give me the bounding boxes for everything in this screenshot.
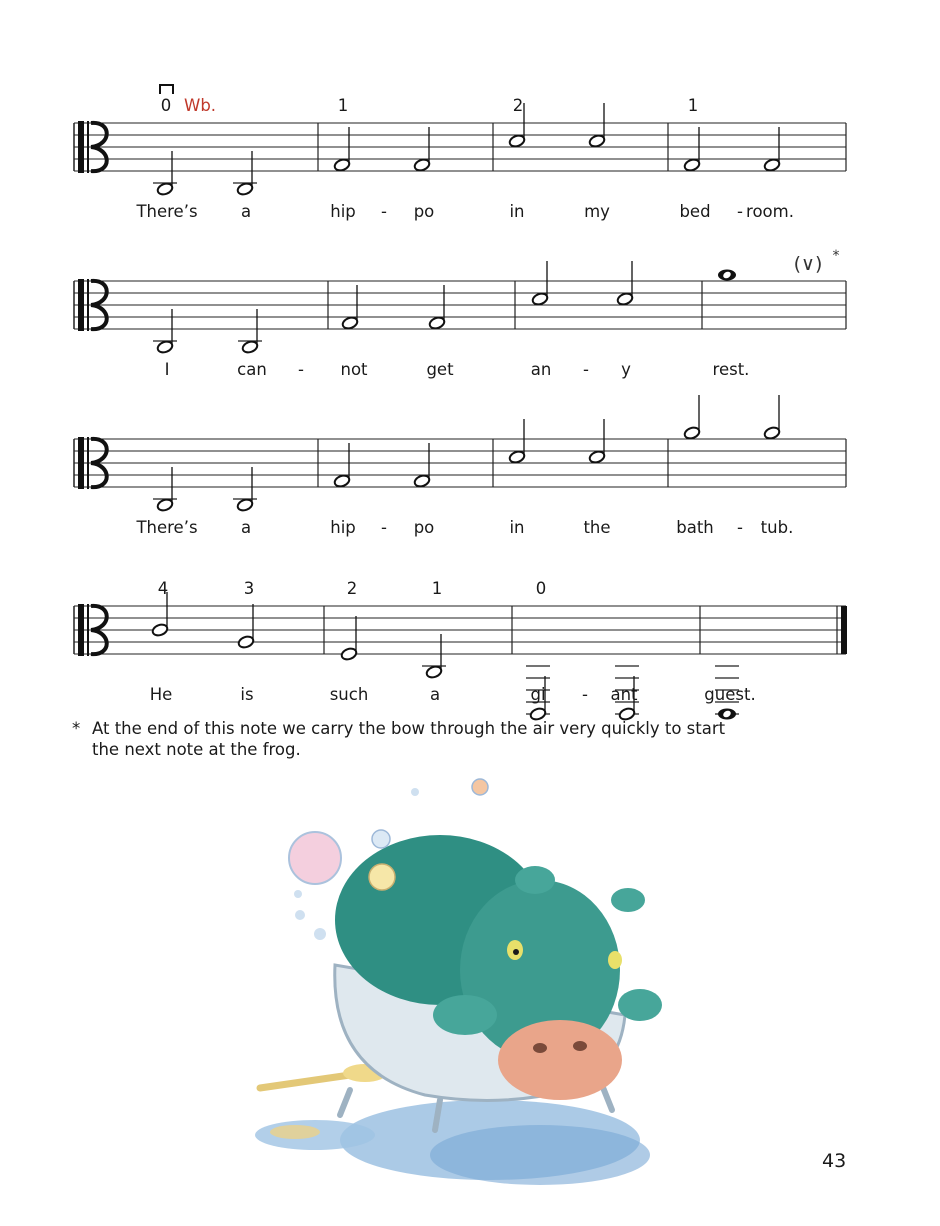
lyric-syllable: bed	[679, 202, 711, 221]
lyric-syllable: such	[329, 685, 369, 704]
clef-thin-bar	[87, 604, 89, 656]
lyric-syllable: an	[530, 360, 552, 379]
note-head	[413, 474, 431, 489]
note-half	[683, 395, 701, 440]
note-half	[153, 467, 177, 512]
lyric-syllable: y	[621, 360, 631, 379]
lyric-syllable: guest.	[704, 685, 756, 704]
note-half	[413, 443, 431, 488]
lyric-syllable: po	[413, 518, 435, 537]
lyric-syllable: can	[237, 360, 267, 379]
lyric-hyphen: -	[737, 518, 743, 537]
note-half	[763, 127, 781, 172]
fingering-number: 1	[337, 96, 349, 115]
clef-thick-bar	[78, 604, 84, 656]
lyric-syllable: bath	[676, 518, 714, 537]
note-head	[156, 182, 174, 197]
lyric-syllable: gi	[530, 685, 546, 704]
note-head	[151, 623, 169, 638]
note-half	[333, 127, 351, 172]
fingering-number: 0	[535, 579, 547, 598]
lyric-hyphen: -	[298, 360, 304, 379]
note-head	[341, 316, 359, 331]
note-head	[333, 474, 351, 489]
note-half	[588, 419, 606, 464]
note-whole	[718, 270, 736, 281]
clef-thin-bar	[87, 121, 89, 173]
note-head	[508, 134, 526, 149]
footnote-marker: *	[72, 719, 81, 738]
page-number: 43	[822, 1150, 847, 1172]
note-head	[156, 498, 174, 513]
note-head	[156, 340, 174, 355]
note-head	[683, 158, 701, 173]
lyric-syllable: get	[426, 360, 454, 379]
down-bow-mark	[160, 85, 173, 94]
note-head	[588, 134, 606, 149]
note-head	[333, 158, 351, 173]
note-half	[428, 285, 446, 330]
lyric-hyphen: -	[583, 360, 589, 379]
clef-thick-bar	[78, 121, 84, 173]
clef-thick-bar	[78, 437, 84, 489]
note-half	[616, 261, 634, 306]
fingering-number: 1	[687, 96, 699, 115]
lyric-syllable: a	[240, 202, 252, 221]
note-half	[341, 285, 359, 330]
note-half	[333, 443, 351, 488]
lyric-syllable: in	[509, 518, 525, 537]
lyric-hyphen: -	[381, 518, 387, 537]
footnote	[72, 718, 772, 760]
lyric-syllable: I	[164, 360, 170, 379]
note-head	[236, 182, 254, 197]
lyric-hyphen: -	[381, 202, 387, 221]
note-head	[588, 450, 606, 465]
lyric-syllable: room.	[746, 202, 794, 221]
note-half	[531, 261, 549, 306]
hippo-bathtub-illustration	[240, 770, 700, 1200]
lyric-syllable: hip	[330, 202, 356, 221]
lyric-syllable: not	[340, 360, 368, 379]
note-head	[236, 498, 254, 513]
staff-system-1	[74, 85, 846, 221]
fingering-number: 0	[160, 96, 172, 115]
footnote-reference-star: *	[832, 248, 840, 264]
note-half	[153, 151, 177, 196]
note-half	[233, 467, 257, 512]
lyric-syllable: There’s	[136, 518, 198, 537]
lyric-syllable: a	[240, 518, 252, 537]
fingering-number: 4	[157, 579, 169, 598]
note-half	[508, 419, 526, 464]
note-head	[508, 450, 526, 465]
lyric-syllable: tub.	[760, 518, 794, 537]
lyric-syllable: He	[149, 685, 173, 704]
note-half	[413, 127, 431, 172]
note-half	[422, 634, 446, 679]
fingering-number: 2	[346, 579, 358, 598]
note-head	[428, 316, 446, 331]
lyric-hyphen: -	[582, 685, 588, 704]
lyric-syllable: my	[584, 202, 610, 221]
fingering-number: 1	[431, 579, 443, 598]
lyric-syllable: is	[240, 685, 254, 704]
footnote-text-line-2: the next note at the frog.	[92, 740, 301, 759]
clef-thin-bar	[87, 437, 89, 489]
whole-bow-annotation: Wb.	[184, 96, 217, 115]
lyric-syllable: in	[509, 202, 525, 221]
lyric-hyphen: -	[737, 202, 743, 221]
note-head	[425, 665, 443, 680]
footnote-text-line-1: At the end of this note we carry the bow through the air very quickly to start	[92, 719, 726, 738]
lyric-syllable: a	[429, 685, 441, 704]
note-head	[413, 158, 431, 173]
staff-system-2	[74, 248, 846, 379]
fingering-number: 3	[243, 579, 255, 598]
staff-system-4	[74, 579, 847, 721]
lyric-syllable: There’s	[136, 202, 198, 221]
up-bow-mark: (∨)	[793, 253, 823, 275]
lyric-syllable: rest.	[712, 360, 750, 379]
note-half	[151, 592, 169, 637]
staff-system-3	[74, 395, 846, 537]
note-half	[340, 616, 358, 661]
note-half	[763, 395, 781, 440]
clef-thick-bar	[78, 279, 84, 331]
lyric-syllable: the	[583, 518, 611, 537]
clef-thin-bar	[87, 279, 89, 331]
note-head	[241, 340, 259, 355]
fingering-number: 2	[512, 96, 524, 115]
lyric-syllable: hip	[330, 518, 356, 537]
note-half	[153, 309, 177, 354]
lyric-syllable: ant	[610, 685, 638, 704]
note-half	[237, 604, 255, 649]
final-barline-thick	[841, 606, 847, 654]
note-head	[763, 158, 781, 173]
note-head	[616, 292, 634, 307]
note-half	[683, 127, 701, 172]
note-half	[588, 103, 606, 148]
lyric-syllable: po	[413, 202, 435, 221]
brush	[260, 1064, 387, 1088]
note-head	[763, 426, 781, 441]
note-half	[233, 151, 257, 196]
note-half	[238, 309, 262, 354]
water-puddle	[255, 1100, 650, 1185]
note-head	[683, 426, 701, 441]
note-head	[340, 647, 358, 662]
note-head	[237, 635, 255, 650]
note-head	[531, 292, 549, 307]
